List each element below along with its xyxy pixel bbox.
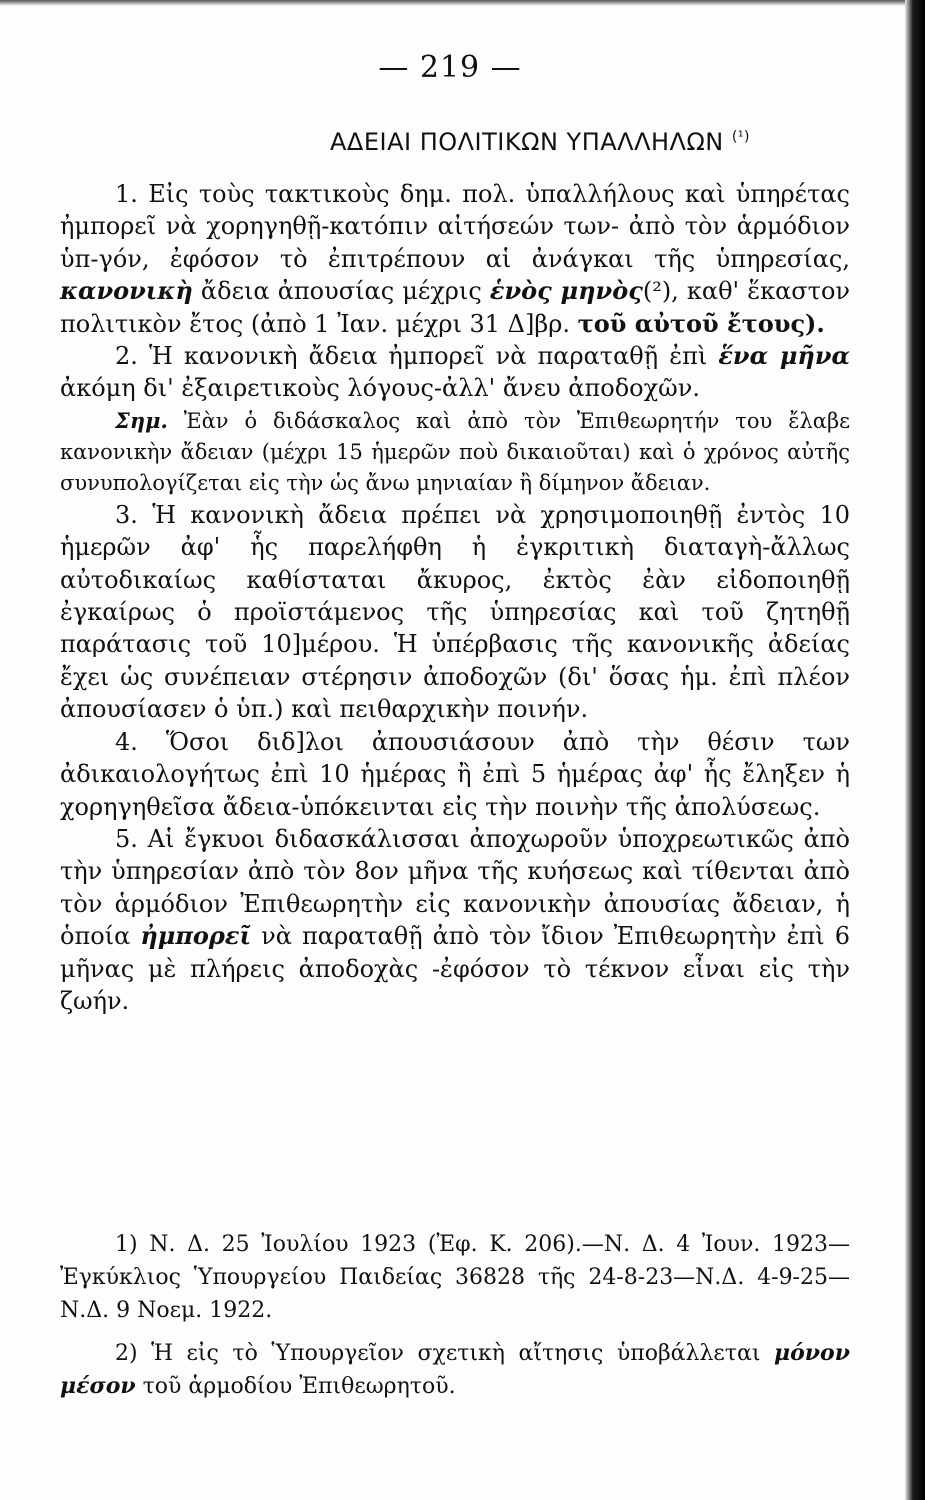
paragraph-5 (60, 823, 850, 1017)
body-text (60, 178, 850, 1017)
paragraph-1 (60, 178, 850, 340)
p1-text-e: (²), καθ' ἕκαστον πολιτικὸν ἔτος (ἀπὸ 1 Ἰαν. μέχρι 31 Δ]βρ. (60, 277, 851, 338)
p1-bold-regular: κανονικὴ (60, 276, 193, 306)
p1-bold-one-month: ἑνὸς μηνὸς (489, 276, 643, 306)
note-text: Ἐὰν ὁ διδάσκαλος καὶ ἀπὸ τὸν Ἐπιθεωρητήν του ἔλαβε κανονικὴν ἄδειαν (μέχρι 15 ἡμερῶν ποὺ δικαιοῦται) καὶ ὁ χρόνος αὐτῆς συνυπολογίζεται εἰς τὴν ὡς ἄνω μηνιαίαν ἢ δίμηνον ἄδειαν. (60, 408, 850, 495)
p2-text-c: ἀκόμη δι' ἐξαιρετικοὺς λόγους-ἀλλ' ἄνευ ἀποδοχῶν. (60, 374, 700, 403)
p1-bold-same-year: τοῦ αὐτοῦ ἔτους). (577, 308, 825, 338)
section-heading (330, 128, 870, 156)
footnotes (60, 1228, 850, 1403)
p5-text-c: νὰ παραταθῇ ἀπὸ τὸν ἴδιον Ἐπιθεωρητὴν ἐπὶ 6 μῆνας μὲ πλήρεις ἀποδοχὰς -ἐφόσον τὸ τέκνον εἶναι εἰς τὴν ζωήν. (60, 922, 850, 1015)
footnote-1: 1) Ν. Δ. 25 Ἰουλίου 1923 (Ἐφ. Κ. 206).—Ν. Δ. 4 Ἰουν. 1923—Ἐγκύκλιος Ὑπουργείου Παιδείας 36828 τῆς 24-8-23—Ν.Δ. 4-9-25—Ν.Δ. 9 Νοεμ. 1922. (60, 1232, 850, 1323)
p1-text-c: ἄδεια ἀπουσίας μέχρις (192, 277, 490, 306)
note-paragraph (60, 405, 850, 499)
p5-bold-may: ἠμπορεῖ (140, 921, 252, 951)
page-number: — 219 — (378, 50, 522, 85)
footnote-2 (60, 1337, 850, 1403)
p2-bold-one-month: ἕνα μῆνα (718, 341, 851, 371)
heading-footnote-ref: (¹) (731, 129, 750, 145)
fn2-text-c: τοῦ ἁρμοδίου Ἐπιθεωρητοῦ. (135, 1374, 456, 1399)
paragraph-3: 3. Ἡ κανονικὴ ἄδεια πρέπει νὰ χρησιμοποιηθῇ ἐντὸς 10 ἡμερῶν ἀφ' ἧς παρελήφθη ἡ ἐγκριτικὴ διαταγὴ-ἄλλως αὐτοδικαίως καθίσταται ἄκυρος, ἐκτὸς ἐὰν εἰδοποιηθῇ ἐγκαίρως ὁ προϊστάμενος τῆς ὑπηρεσίας καὶ τοῦ ζητηθῇ παράτασις τοῦ 10]μέρου. Ἡ ὑπέρβασις τῆς κανονικῆς ἀδείας ἔχει ὡς συνέπειαν στέρησιν ἀποδοχῶν (δι' ὅσας ἡμ. ἐπὶ πλέον ἀπουσίασεν ὁ ὑπ.) καὶ πειθαρχικὴν ποινήν. (60, 500, 850, 724)
paragraph-2 (60, 340, 850, 405)
heading-title: ΑΔΕΙΑΙ ΠΟΛΙΤΙΚΩΝ ΥΠΑΛΛΗΛΩΝ (330, 128, 724, 156)
note-label: Σημ. (115, 407, 168, 433)
page-binding-shadow (905, 0, 925, 1500)
paragraph-4: 4. Ὅσοι διδ]λοι ἀπουσιάσουν ἀπὸ τὴν θέσιν των ἀδικαιολογήτως ἐπὶ 10 ἡμέρας ἢ ἐπὶ 5 ἡμέρας ἀφ' ἧς ἔληξεν ἡ χορηγηθεῖσα ἄδεια-ὑπόκεινται εἰς τὴν ποινὴν τῆς ἀπολύσεως. (60, 727, 850, 821)
p1-text-a: 1. Εἰς τοὺς τακτικοὺς δημ. πολ. ὑπαλλήλους καὶ ὑπηρέτας ἠμπορεῖ νὰ χορηγηθῇ-κατόπιν αἰτήσεών των- ἀπὸ τὸν ἁρμόδιον ὑπ-γόν, ἐφόσον τὸ ἐπιτρέπουν αἱ ἀνάγκαι τῆς ὑπηρεσίας, (60, 180, 850, 273)
page-top-shadow (0, 0, 925, 6)
fn2-bold-only-through: μόνον μέσον (60, 1340, 850, 1399)
p5-text-a: 5. Αἱ ἔγκυοι διδασκάλισσαι ἀποχωροῦν ὑποχρεωτικῶς ἀπὸ τὴν ὑπηρεσίαν ἀπὸ τὸν 8ον μῆνα τῆς κυήσεως καὶ τίθενται ἀπὸ τὸν ἁρμόδιον Ἐπιθεωρητὴν εἰς κανονικὴν ἀπουσίας ἄδειαν, ἡ ὁποία (60, 824, 850, 951)
p2-text-a: 2. Ἡ κανονικὴ ἄδεια ἠμπορεῖ νὰ παραταθῇ ἐπὶ (115, 342, 719, 371)
fn2-text-a: 2) Ἡ εἰς τὸ Ὑπουργεῖον σχετικὴ αἴτησις ὑποβάλλεται (115, 1341, 775, 1366)
